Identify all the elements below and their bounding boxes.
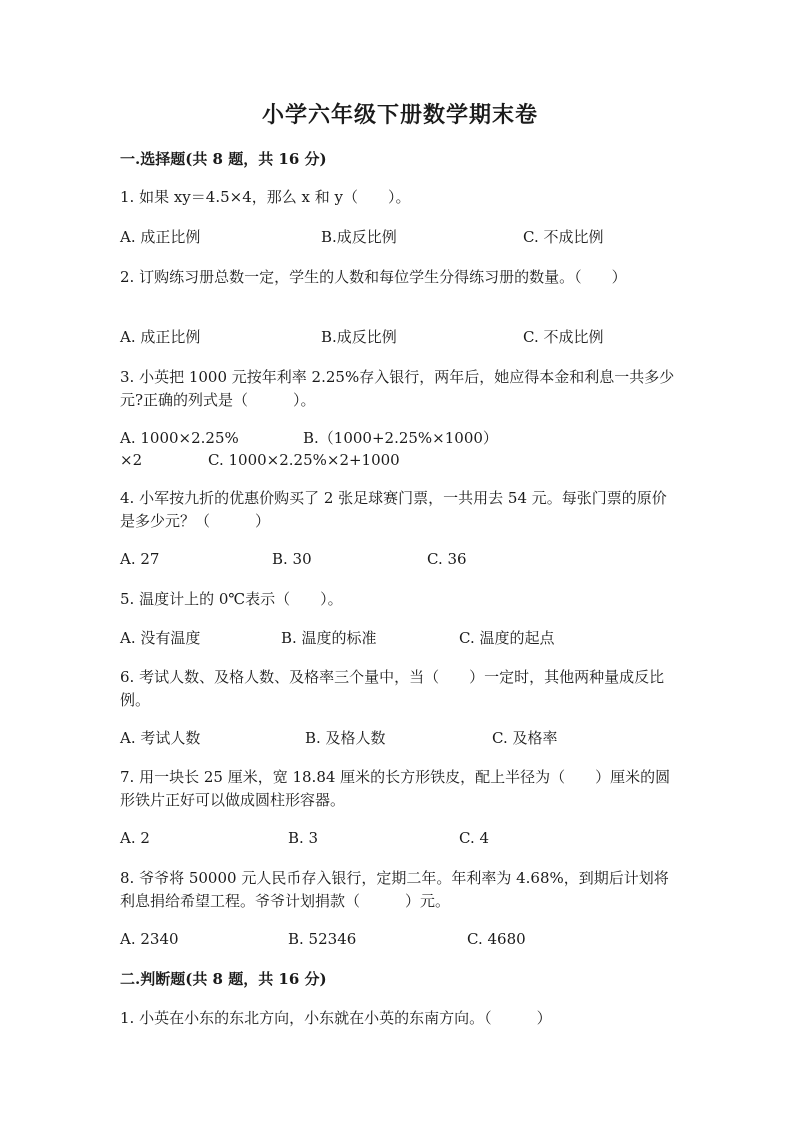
option-c: C. 及格率 bbox=[492, 729, 558, 747]
option-c: C. 不成比例 bbox=[523, 228, 604, 246]
question-1-options bbox=[120, 226, 720, 248]
question-3-options-line2 bbox=[120, 449, 720, 471]
section-heading-multiple-choice: 一.选择题(共 8 题，共 16 分) bbox=[120, 150, 327, 168]
option-a: A. 27 bbox=[120, 550, 160, 568]
page-title: 小学六年级下册数学期末卷 bbox=[261, 102, 538, 128]
option-b: B. 30 bbox=[272, 550, 312, 568]
tf-question-1: 1. 小英在小东的东北方向，小东就在小英的东南方向。（ ） bbox=[120, 1009, 552, 1027]
question-7: 7. 用一块长 25 厘米，宽 18.84 厘米的长方形铁皮，配上半径为（ ）厘米的圆形铁片正好可以做成圆柱形容器。 bbox=[120, 768, 671, 809]
question-7-options bbox=[120, 827, 720, 849]
option-b: B. 3 bbox=[288, 829, 319, 847]
question-4-options bbox=[120, 548, 720, 570]
option-c: C. 36 bbox=[427, 550, 467, 568]
question-3-options-line1 bbox=[120, 427, 720, 449]
section-heading-true-false: 二.判断题(共 8 题，共 16 分) bbox=[120, 970, 327, 988]
option-a: A. 2 bbox=[120, 829, 150, 847]
option-c: C. 4 bbox=[459, 829, 490, 847]
option-b: B. 温度的标准 bbox=[281, 629, 377, 647]
option-a: A. 没有温度 bbox=[120, 629, 201, 647]
question-2: 2. 订购练习册总数一定，学生的人数和每位学生分得练习册的数量。（ ） bbox=[120, 268, 627, 286]
option-b: B.成反比例 bbox=[321, 328, 397, 346]
option-a: A. 考试人数 bbox=[120, 729, 201, 747]
option-b: B.成反比例 bbox=[321, 228, 397, 246]
question-6-options bbox=[120, 727, 720, 749]
option-a: A. 成正比例 bbox=[120, 228, 201, 246]
option-b: B. 及格人数 bbox=[305, 729, 386, 747]
question-8: 8. 爷爷将 50000 元人民币存入银行，定期二年。年利率为 4.68%，到期后计划将利息捐给希望工程。爷爷计划捐款（ ）元。 bbox=[120, 869, 669, 910]
question-4: 4. 小军按九折的优惠价购买了 2 张足球赛门票，一共用去 54 元。每张门票的原价是多少元？（ ） bbox=[120, 489, 667, 530]
option-c: C. 1000×2.25%×2+1000 bbox=[208, 451, 400, 469]
option-c: C. 4680 bbox=[467, 930, 526, 948]
question-5: 5. 温度计上的 0℃表示（ ）。 bbox=[120, 590, 343, 608]
question-8-options bbox=[120, 928, 720, 950]
question-1: 1. 如果 xy＝4.5×4，那么 x 和 y（ ）。 bbox=[120, 188, 411, 206]
option-b: B.（1000+2.25%×1000） bbox=[303, 429, 498, 447]
option-b-continued: ×2 bbox=[120, 451, 143, 469]
option-c: C. 温度的起点 bbox=[459, 629, 555, 647]
option-b: B. 52346 bbox=[288, 930, 357, 948]
option-a: A. 2340 bbox=[120, 930, 179, 948]
option-c: C. 不成比例 bbox=[523, 328, 604, 346]
question-6: 6. 考试人数、及格人数、及格率三个量中，当（ ）一定时，其他两种量成反比例。 bbox=[120, 668, 665, 709]
question-5-options bbox=[120, 627, 720, 649]
question-3: 3. 小英把 1000 元按年利率 2.25%存入银行，两年后，她应得本金和利息一共多少元?正确的列式是（ ）。 bbox=[120, 368, 675, 409]
option-a: A. 1000×2.25% bbox=[120, 429, 239, 447]
option-a: A. 成正比例 bbox=[120, 328, 201, 346]
question-2-options bbox=[120, 326, 720, 348]
